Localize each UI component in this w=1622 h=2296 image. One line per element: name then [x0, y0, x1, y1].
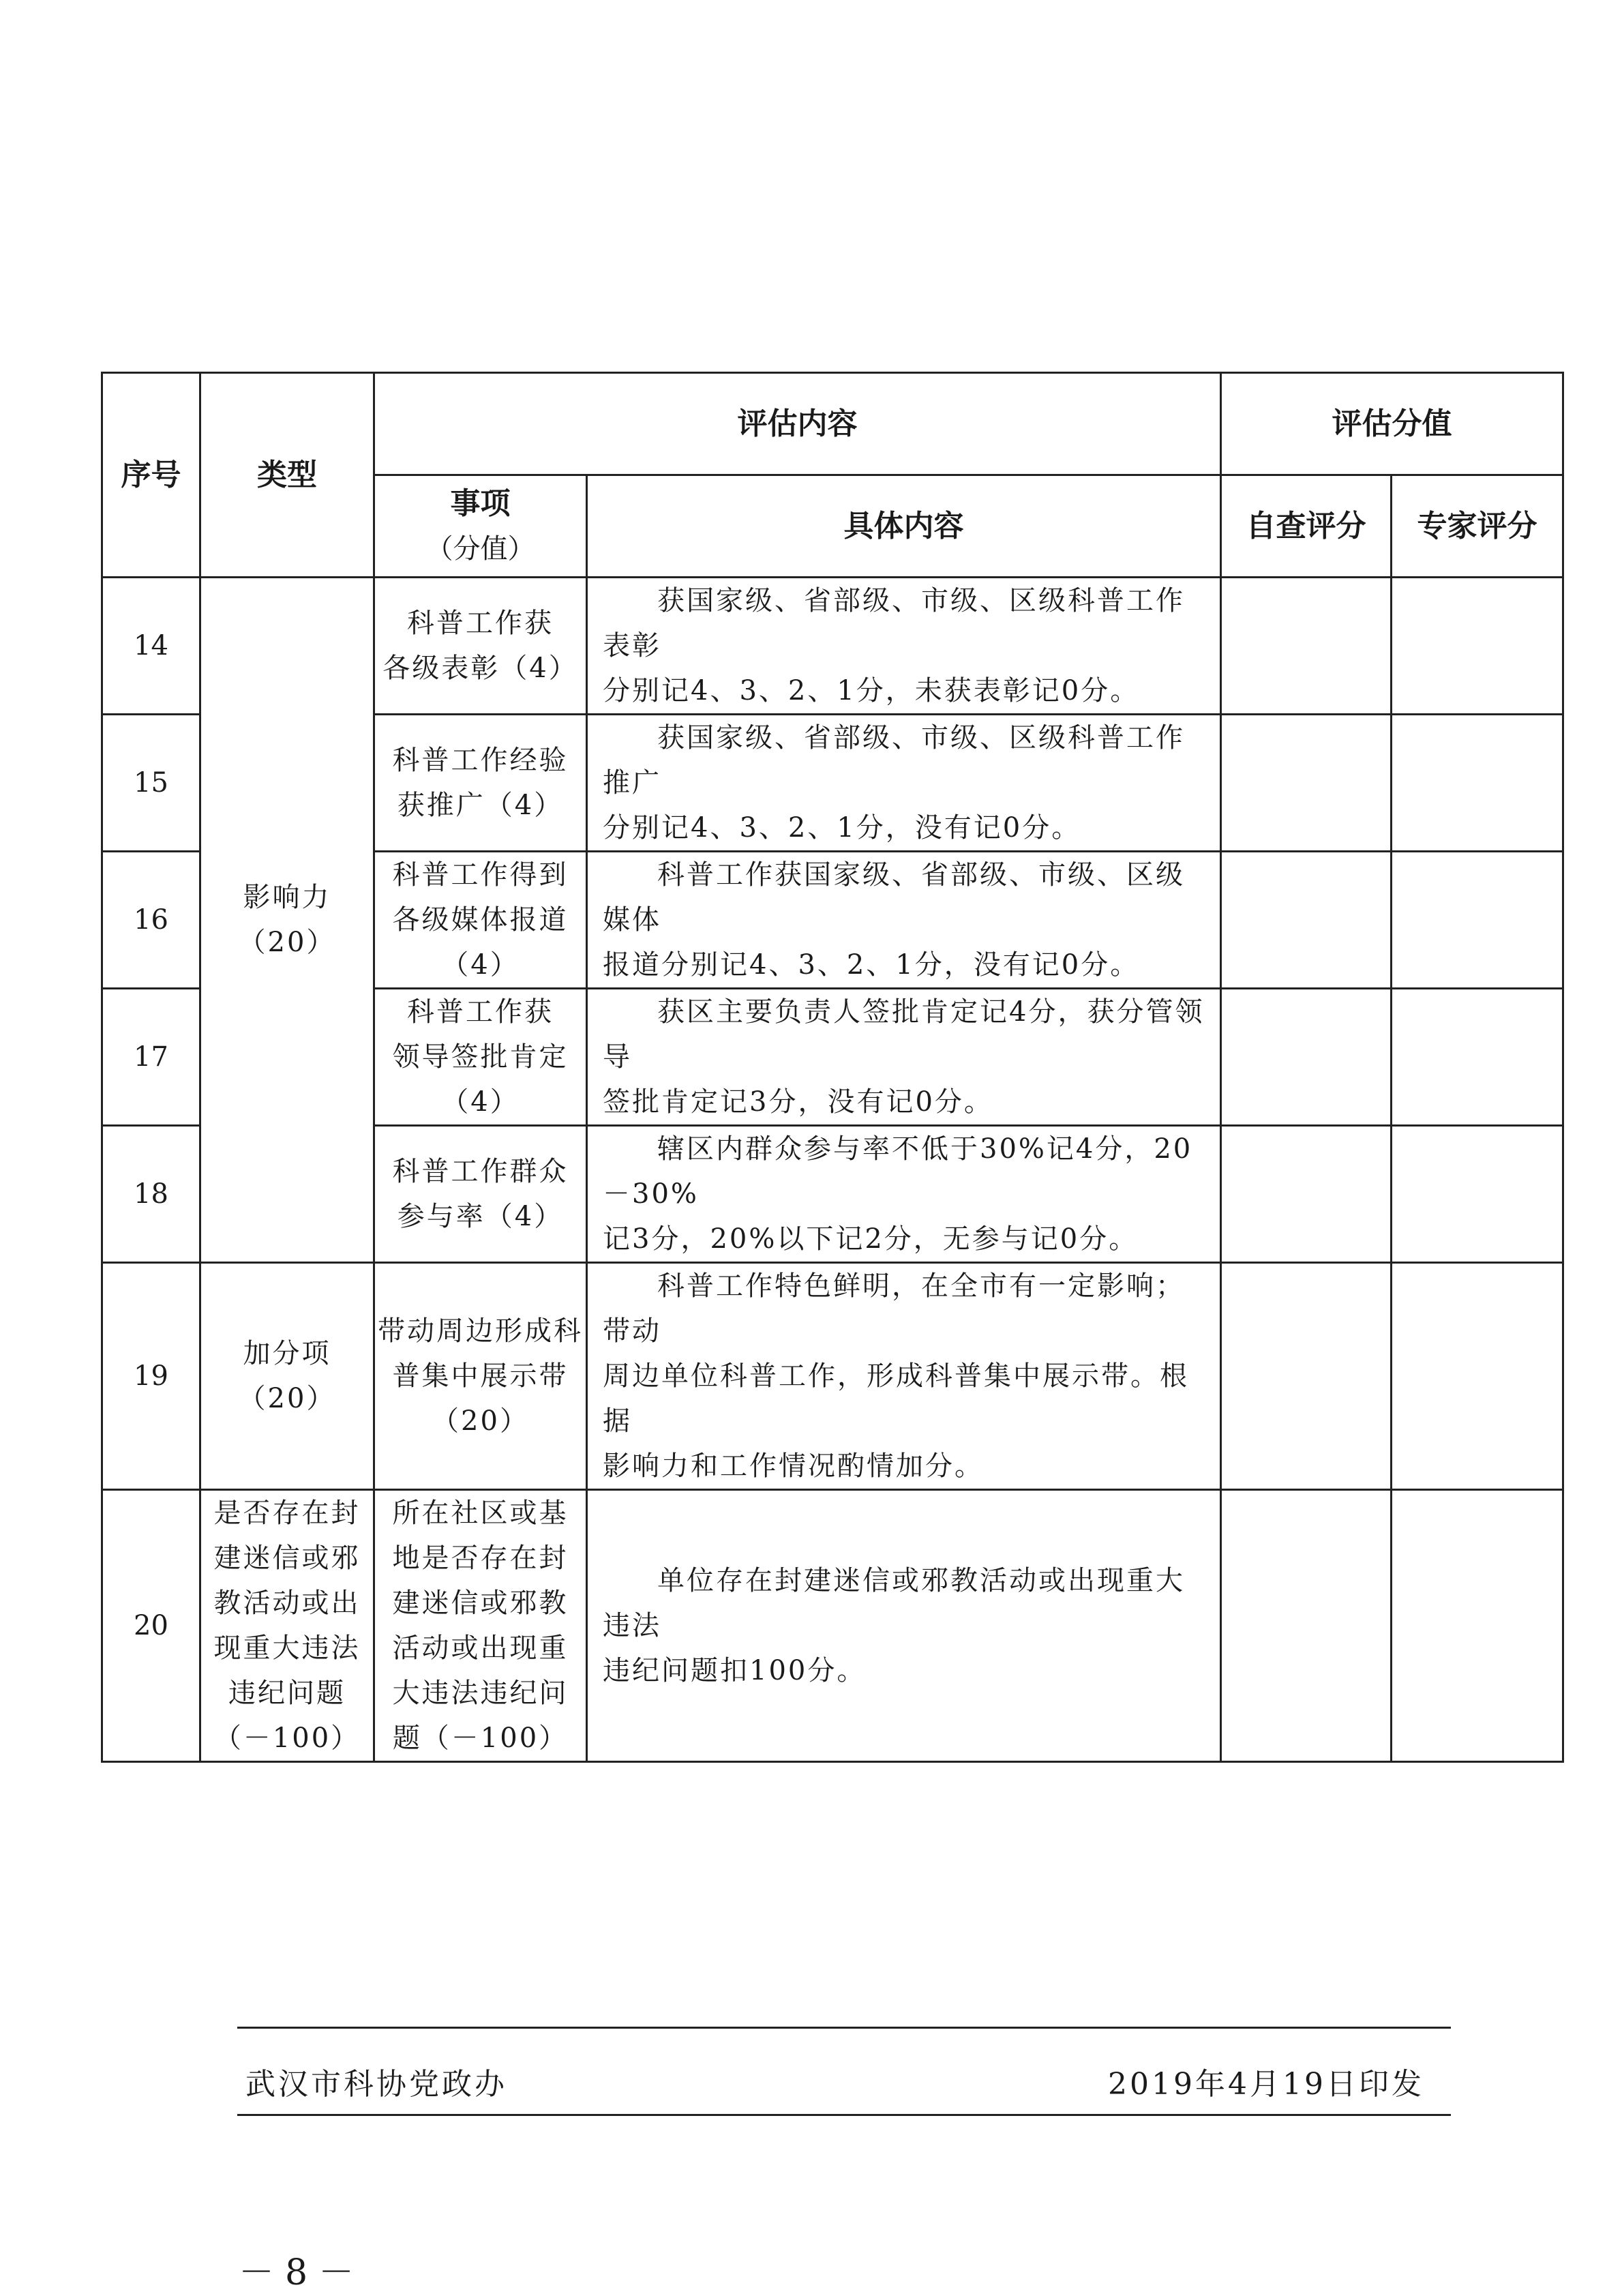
- self-score-cell[interactable]: [1221, 1263, 1392, 1490]
- self-score-cell[interactable]: [1221, 578, 1392, 715]
- row-content: 单位存在封建迷信或邪教活动或出现重大违法 违纪问题扣100分。: [587, 1490, 1221, 1762]
- row-content: 辖区内群众参与率不低于30%记4分，20－30% 记3分，20%以下记2分，无参与记0分。: [587, 1126, 1221, 1263]
- row-content: 获国家级、省部级、市级、区级科普工作推广 分别记4、3、2、1分，没有记0分。: [587, 715, 1221, 852]
- header-expert-score: 专家评分: [1392, 475, 1563, 578]
- row-seq: 19: [102, 1263, 200, 1490]
- row-content: 科普工作获国家级、省部级、市级、区级媒体 报道分别记4、3、2、1分，没有记0分。: [587, 852, 1221, 989]
- row-item: 科普工作群众 参与率（4）: [374, 1126, 587, 1263]
- header-row-1: [102, 373, 1563, 475]
- header-detail: 具体内容: [587, 475, 1221, 578]
- row-seq: 15: [102, 715, 200, 852]
- page-number: －8－: [239, 2252, 365, 2293]
- table-row: [102, 578, 1563, 715]
- expert-score-cell[interactable]: [1392, 1490, 1563, 1762]
- row-seq: 17: [102, 989, 200, 1126]
- row-seq: 18: [102, 1126, 200, 1263]
- self-score-cell[interactable]: [1221, 852, 1392, 989]
- row-content: 科普工作特色鲜明，在全市有一定影响；带动 周边单位科普工作，形成科普集中展示带。根据 影响力和工作情况酌情加分。: [587, 1263, 1221, 1490]
- row-item: 带动周边形成科 普集中展示带 （20）: [374, 1263, 587, 1490]
- header-seq: 序号: [102, 373, 200, 578]
- expert-score-cell[interactable]: [1392, 852, 1563, 989]
- row-item: 所在社区或基 地是否存在封 建迷信或邪教 活动或出现重 大违法违纪问 题（－100）: [374, 1490, 587, 1762]
- self-score-cell[interactable]: [1221, 1490, 1392, 1762]
- row-item: 科普工作得到 各级媒体报道 （4）: [374, 852, 587, 989]
- row-seq: 14: [102, 578, 200, 715]
- expert-score-cell[interactable]: [1392, 578, 1563, 715]
- expert-score-cell[interactable]: [1392, 715, 1563, 852]
- row-content: 获区主要负责人签批肯定记4分，获分管领导 签批肯定记3分，没有记0分。: [587, 989, 1221, 1126]
- table-row: [102, 1263, 1563, 1490]
- expert-score-cell[interactable]: [1392, 989, 1563, 1126]
- footer-issuer: 武汉市科协党政办: [245, 2067, 507, 2102]
- footer-top-rule: [237, 2027, 1451, 2029]
- type-penalty: 是否存在封 建迷信或邪 教活动或出 现重大违法 违纪问题 （－100）: [200, 1490, 374, 1762]
- footer-bottom-rule: [237, 2114, 1451, 2116]
- type-bonus: 加分项 （20）: [200, 1263, 374, 1490]
- expert-score-cell[interactable]: [1392, 1126, 1563, 1263]
- row-content: 获国家级、省部级、市级、区级科普工作表彰 分别记4、3、2、1分，未获表彰记0分。: [587, 578, 1221, 715]
- header-item: [374, 475, 587, 578]
- self-score-cell[interactable]: [1221, 1126, 1392, 1263]
- header-item-unit: （分值）: [425, 533, 535, 565]
- expert-score-cell[interactable]: [1392, 1263, 1563, 1490]
- self-score-cell[interactable]: [1221, 715, 1392, 852]
- row-item: 科普工作经验 获推广（4）: [374, 715, 587, 852]
- row-seq: 16: [102, 852, 200, 989]
- footer-date: 2019年4月19日印发: [1108, 2067, 1424, 2102]
- self-score-cell[interactable]: [1221, 989, 1392, 1126]
- header-item-label: 事项: [450, 486, 511, 521]
- row-item: 科普工作获 各级表彰（4）: [374, 578, 587, 715]
- header-self-score: 自查评分: [1221, 475, 1392, 578]
- row-item: 科普工作获 领导签批肯定 （4）: [374, 989, 587, 1126]
- header-eval-content: 评估内容: [374, 373, 1221, 475]
- evaluation-table: [101, 372, 1564, 1763]
- table-row: [102, 1490, 1563, 1762]
- type-influence: 影响力 （20）: [200, 578, 374, 1263]
- header-eval-score: 评估分值: [1221, 373, 1563, 475]
- row-seq: 20: [102, 1490, 200, 1762]
- header-type: 类型: [200, 373, 374, 578]
